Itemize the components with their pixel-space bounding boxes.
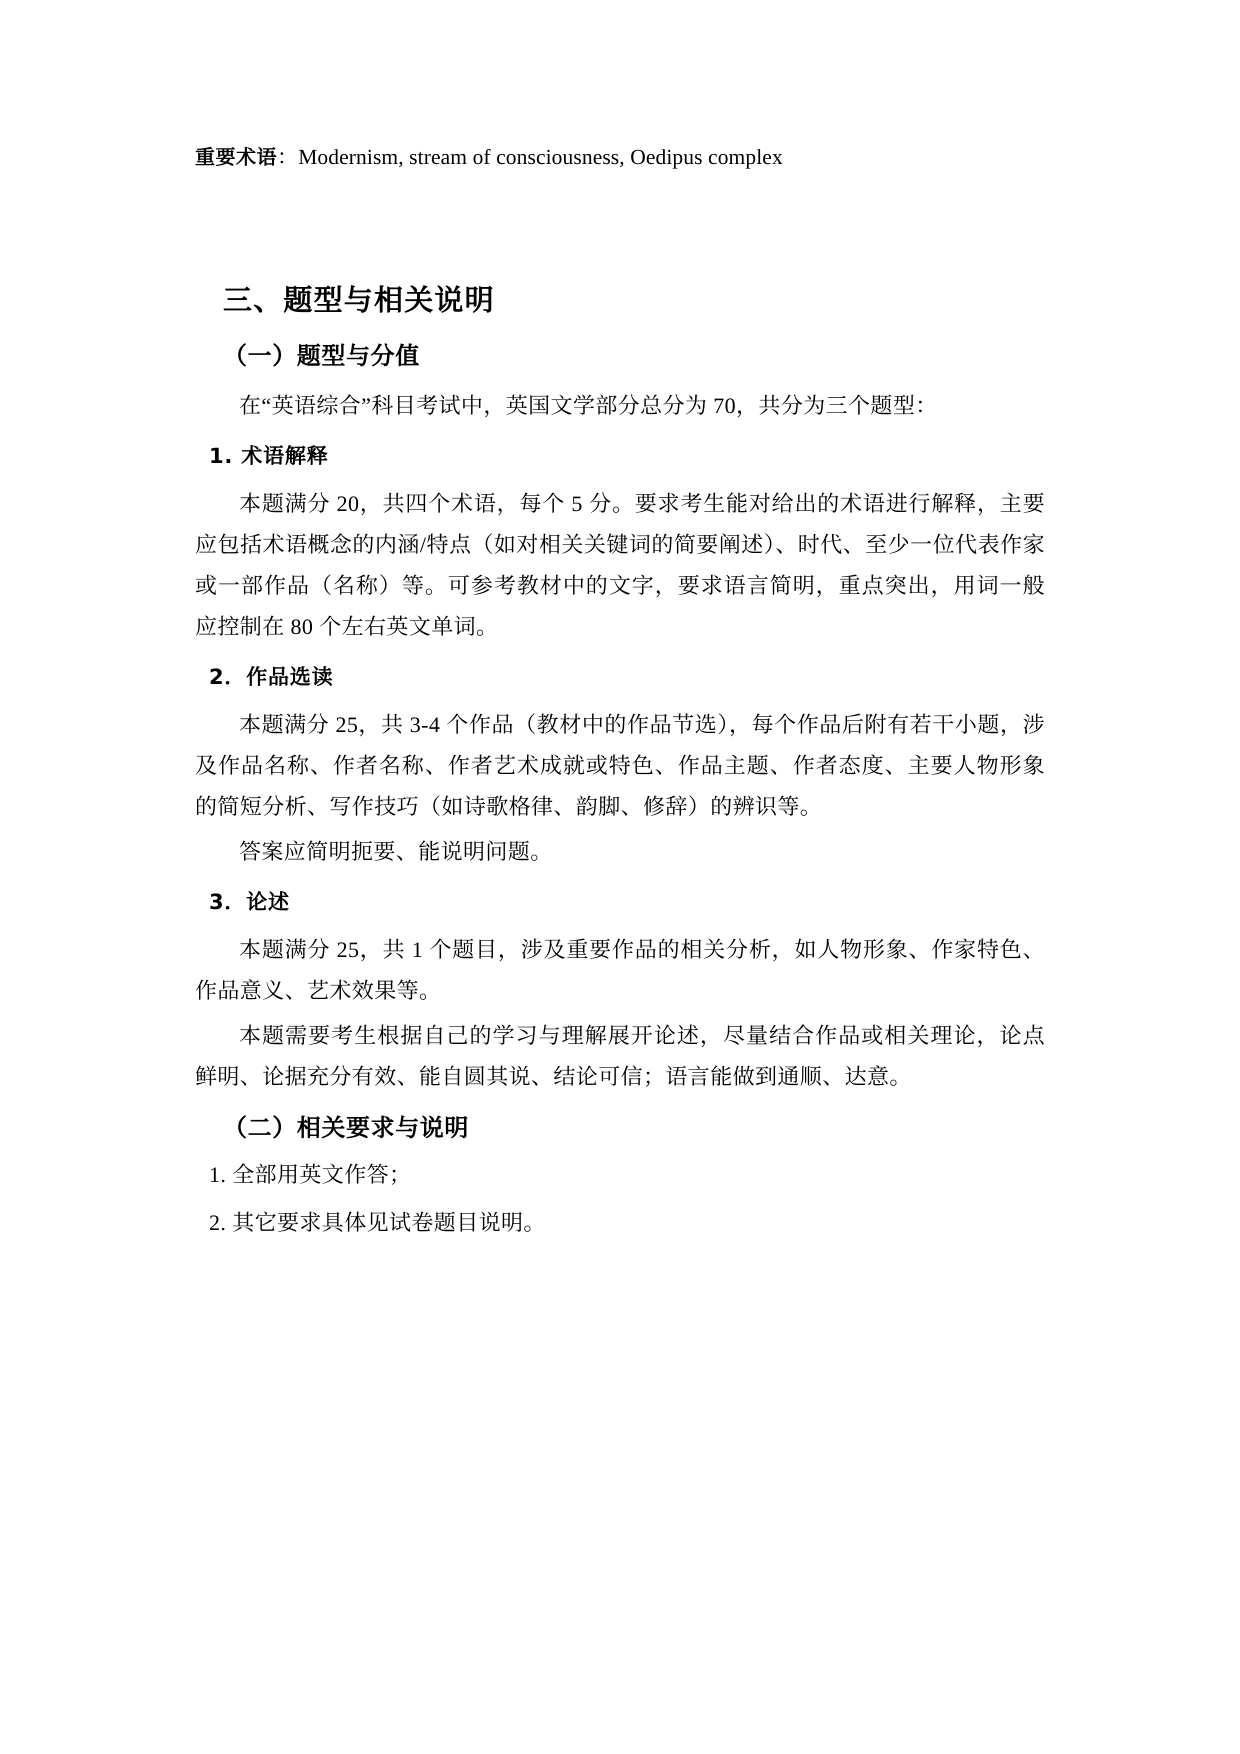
item-2-paragraph-1: 本题满分 25，共 3-4 个作品（教材中的作品节选），每个作品后附有若干小题，涉及作品名称、作者名称、作者艺术成就或特色、作品主题、作者态度、主要人物形象的简短分析、写作技巧（如诗歌格律、韵脚、修辞）的辨识等。 bbox=[195, 712, 1045, 819]
subsection-b-item-1: 1. 全部用英文作答； bbox=[209, 1162, 412, 1187]
key-terms-label: 重要术语 bbox=[195, 145, 277, 169]
key-terms-line bbox=[195, 0, 1045, 172]
subsection-heading-b: （二）相关要求与说明 bbox=[223, 1114, 469, 1142]
item-3-paragraph-1: 本题满分 25，共 1 个题目，涉及重要作品的相关分析，如人物形象、作家特色、作品意义、艺术效果等。 bbox=[195, 937, 1045, 1003]
key-terms-colon: ： bbox=[277, 145, 299, 169]
subsection-heading-a: （一）题型与分值 bbox=[223, 342, 420, 370]
item-heading-2: 2．作品选读 bbox=[209, 665, 334, 689]
item-1-paragraph-1: 本题满分 20，共四个术语，每个 5 分。要求考生能对给出的术语进行解释，主要应包括术语概念的内涵/特点（如对相关关键词的简要阐述）、时代、至少一位代表作家或一部作品（名称）等。可参考教材中的文字，要求语言简明，重点突出，用词一般应控制在 80 个左右英文单词。 bbox=[195, 491, 1045, 639]
item-heading-3: 3．论述 bbox=[209, 890, 290, 914]
item-heading-1: 1. 术语解释 bbox=[209, 444, 329, 468]
section-heading-three: 三、题型与相关说明 bbox=[223, 283, 495, 317]
key-terms-values: Modernism, stream of consciousness, Oedipus complex bbox=[298, 145, 783, 169]
item-3-paragraph-2: 本题需要考生根据自己的学习与理解展开论述，尽量结合作品或相关理论，论点鲜明、论据充分有效、能自圆其说、结论可信；语言能做到通顺、达意。 bbox=[195, 1023, 1045, 1089]
item-2-paragraph-2: 答案应简明扼要、能说明问题。 bbox=[239, 839, 553, 864]
subsection-b-item-2: 2. 其它要求具体见试卷题目说明。 bbox=[209, 1210, 546, 1235]
subsection-a-intro: 在“英语综合”科目考试中，英国文学部分总分为 70，共分为三个题型： bbox=[239, 393, 938, 418]
